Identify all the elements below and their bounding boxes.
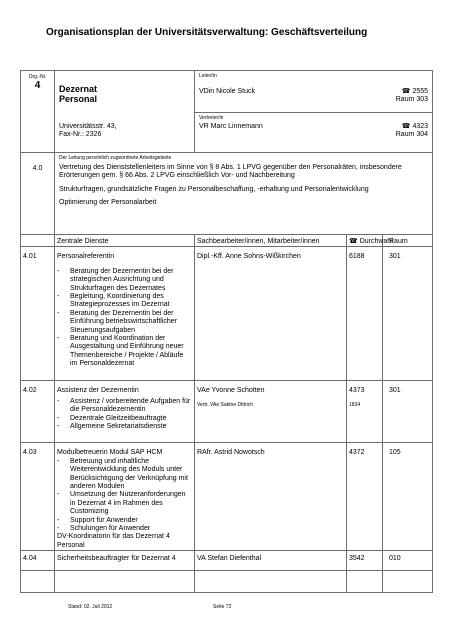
row-room: 010	[383, 551, 433, 571]
row-deputy-phone: 1834	[349, 401, 361, 408]
row-tasks	[55, 381, 195, 443]
duty-item: - Schulungen für Anwender	[57, 525, 192, 533]
address-cell	[55, 113, 195, 153]
row-room: 301	[383, 247, 433, 381]
row-extra: DV-Koordinatorin für das Dezernat 4 Personal	[57, 533, 170, 549]
row-deputy-person: Vertr. VAe Sabine Dittrich	[197, 401, 254, 408]
section-number: 4.0	[21, 153, 55, 235]
col-phone: ☎ Durchwahl	[347, 235, 383, 247]
row-phone: 4373	[349, 387, 365, 395]
table-row	[21, 551, 433, 571]
leader-cell	[195, 71, 433, 113]
address-line2: Fax-Nr.: 2326	[59, 130, 102, 138]
footer-date: Stand: 02. Juli 2012	[68, 604, 113, 610]
row-number: 4.02	[21, 381, 55, 443]
dept-name-cell	[55, 71, 195, 113]
row-title: Sicherheitsbeauftragter für Dezernat 4	[55, 551, 195, 571]
phone-icon: ☎	[349, 238, 358, 245]
row-phone: 6188	[347, 247, 383, 381]
org-table	[20, 70, 433, 593]
dept-line1: Dezernat	[59, 84, 98, 94]
section-4-0-content	[55, 153, 433, 235]
row-title: Personalreferentin	[57, 253, 115, 261]
row-number: 4.03	[21, 443, 55, 551]
duty-item: - Begleitung, Koordinierung des Strategieprozesses im Dezernat	[57, 293, 192, 310]
section-para3: Optimierung der Personalarbeit	[59, 199, 157, 207]
phone-icon: ☎	[401, 123, 411, 130]
duty-item: - Allgemeine Sekretariatsdienste	[57, 423, 192, 431]
org-nr-cell	[21, 71, 55, 113]
row-phone: 3542	[347, 551, 383, 571]
row-person: VA Stefan Diefenthal	[195, 551, 347, 571]
table-row	[21, 381, 433, 443]
phone-icon: ☎	[401, 88, 411, 95]
dept-line2: Personal	[59, 94, 98, 105]
table-row	[21, 247, 433, 381]
row-number: 4.04	[21, 551, 55, 571]
row-title: Assistenz der Dezernentin	[57, 387, 139, 395]
duty-item: - Umsetzung der Nutzeranforderungen in Dezernat 4 im Rahmen des Customizing	[57, 491, 192, 516]
leader-room: Raum 303	[395, 96, 429, 104]
section-4-0-row	[21, 153, 433, 235]
leader-label: Leiter/in	[199, 73, 217, 79]
duty-item: - Betreuung und inhaltliche Weiterentwicklung des Moduls unter Berücksichtigung der Verknüpfung mit anderen Modulen	[57, 458, 192, 492]
row-room: 105	[383, 443, 433, 551]
row-person: RAfr. Astrid Nowotsch	[195, 443, 347, 551]
address-line1: Universitätsstr. 43,	[59, 122, 117, 130]
header-row-deputy	[21, 113, 433, 153]
leader-name: VDin Nicole Stuck	[199, 88, 256, 95]
section-para1: Vertretung des Dienststellenleiters im Sinne von § 8 Abs. 1 LPVG gegenüber den Personalräten, insbesondere Erörterungen gem. § 66 Abs. 2 LPVG einschließlich Vor- und Nachbereitung	[59, 164, 402, 180]
section-para2: Strukturfragen, grundsätzliche Fragen zu Personalbeschaffung, -erhaltung und Personalentwicklung	[59, 185, 369, 193]
page-title: Organisationsplan der Universitätsverwaltung: Geschäftsverteilung	[46, 27, 368, 38]
duty-item: - Assistenz / vorbereitende Aufgaben für die Personaldezernentin	[57, 398, 192, 415]
duty-item: - Beratung der Dezernentin bei der Einführung betriebswirtschaftlicher Steuerungsaufgaben	[57, 310, 192, 335]
row-phone-cell	[347, 381, 383, 443]
deputy-label: Vertreter/in	[199, 115, 224, 121]
column-header-row	[21, 235, 433, 247]
col-room: Raum	[383, 235, 433, 247]
col-services: Zentrale Dienste	[55, 235, 195, 247]
deputy-cell	[195, 113, 433, 153]
empty-row	[21, 571, 433, 593]
deputy-phone: 4323	[412, 123, 429, 130]
section-heading: Der Leitung persönlich zugeordnete Arbeitsgebiete	[59, 155, 172, 161]
row-room: 301	[383, 381, 433, 443]
row-phone: 4372	[347, 443, 383, 551]
row-person: VAe Yvonne Schotten	[197, 387, 265, 395]
header-row-leader	[21, 71, 433, 113]
table-row	[21, 443, 433, 551]
footer-page: Seite 72	[213, 604, 232, 610]
row-tasks	[55, 247, 195, 381]
deputy-name: VR Marc Linnemann	[199, 123, 263, 130]
org-nr: 4	[34, 80, 41, 91]
row-number: 4.01	[21, 247, 55, 381]
row-tasks	[55, 443, 195, 551]
duty-item: - Beratung der Dezernentin bei der strategischen Ausrichtung und Strukturfragen des Dezernates	[57, 268, 192, 293]
col-staff: Sachbearbeiter/innen, Mitarbeiter/innen	[195, 235, 347, 247]
row-person: Dipl.-Kff. Anne Sohns-Wißkirchen	[195, 247, 347, 381]
row-person-cell	[195, 381, 347, 443]
duty-item: - Dezentrale Gleitzeitbeauftragte	[57, 415, 192, 423]
deputy-room: Raum 304	[395, 131, 429, 139]
org-nr-label: Org.-Nr.	[28, 74, 47, 80]
duty-item: - Support für Anwender	[57, 517, 192, 525]
row-title: Modulbetreuerin Modul SAP HCM	[57, 449, 163, 457]
duty-item: - Beratung und Koordination der Ausgestaltung und Einführung neuer Themenbereiche / Projekte / Abläufe im Personaldezernat	[57, 335, 192, 369]
leader-phone: 2555	[412, 88, 429, 95]
